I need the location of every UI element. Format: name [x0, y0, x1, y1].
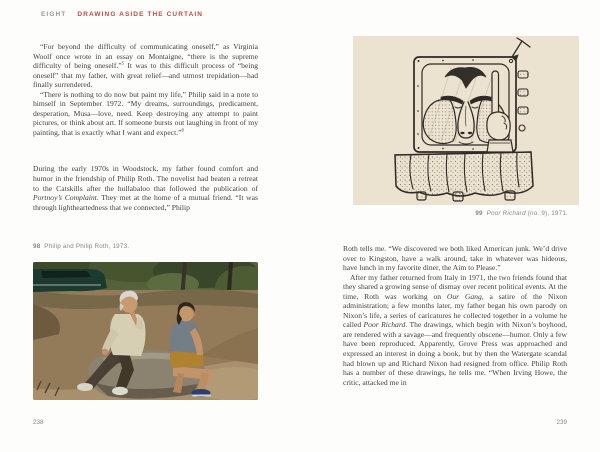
- paragraph: During the early 1970s in Woodstock, my father found comfort and humor in the friendship of Philip Roth. The novelist had beaten a retreat to the Catskills after the hullabaloo that followed the publication of Portnoy’s Complaint. They met at the home of a mutual friend. “It was through lightheartedness that we connected,” Philip: [33, 164, 258, 212]
- chapter-number: EIGHT: [41, 11, 67, 18]
- page-number-right: 239: [556, 419, 567, 426]
- chapter-title: DRAWING ASIDE THE CURTAIN: [77, 11, 204, 18]
- running-head: [41, 11, 203, 18]
- figure-caption-99: 99 Poor Richard (no. 9), 1971.: [475, 210, 568, 217]
- left-page-text: [33, 42, 258, 212]
- figure-caption-98: 98 Philip and Philip Roth, 1973.: [33, 243, 130, 250]
- figure-photo-98: [33, 262, 258, 400]
- paragraph: After my father returned from Italy in 1971, the two friends found that they shared a growing sense of dismay over recent political events. At the time, Roth was working on Our Gang, a satire of the Nixon administration; a few months later, my father began his own parody on Nixon’s life, a series of caricatures he collected together in a volume he called Poor Richard. The drawings, which begin with Nixon’s boyhood, are rendered with a savage—and frequently obscene—humor. Only a few have been reproduced. Apparently, Grove Press was approached and expressed an interest in doing a book, but by then the Watergate scandal had blown up and Richard Nixon had resigned from office. Philip Roth has a number of these drawings, he tells me. “When Irving Howe, the critic, attacked me in: [343, 272, 568, 387]
- photo-illustration: [33, 262, 258, 400]
- figure-drawing-99: [353, 36, 579, 205]
- car: [33, 269, 107, 292]
- page-number-left: 238: [33, 419, 44, 426]
- paragraph: “For beyond the difficulty of communicating oneself,” as Virginia Woolf once wrote in an essay on Montaigne, “there is the supreme difficulty of being oneself.”$^5$ It was to this difficult process of “being oneself” that my father, with great relief—and utmost trepidation—had finally surrendered.: [33, 42, 258, 90]
- paragraph: Roth tells me. “We discovered we both liked American junk. We’d drive over to Kingston, have a walk around, take in whatever was hideous, have lunch in my favorite diner, the Aim to Please.”: [343, 244, 567, 273]
- nixon-tv-drawing: [353, 36, 579, 205]
- paragraph: “There is nothing to do now but paint my life,” Philip said in a note to himself in September 1972. “My dreams, surroundings, predicament, desperation, Musa—love, need. Keep destroying any attempt to paint pictures, or think about art. If someone bursts out laughing in front of my painting, that is exactly what I want and expect.”$^6$: [33, 89, 258, 137]
- right-page-text: [343, 244, 567, 387]
